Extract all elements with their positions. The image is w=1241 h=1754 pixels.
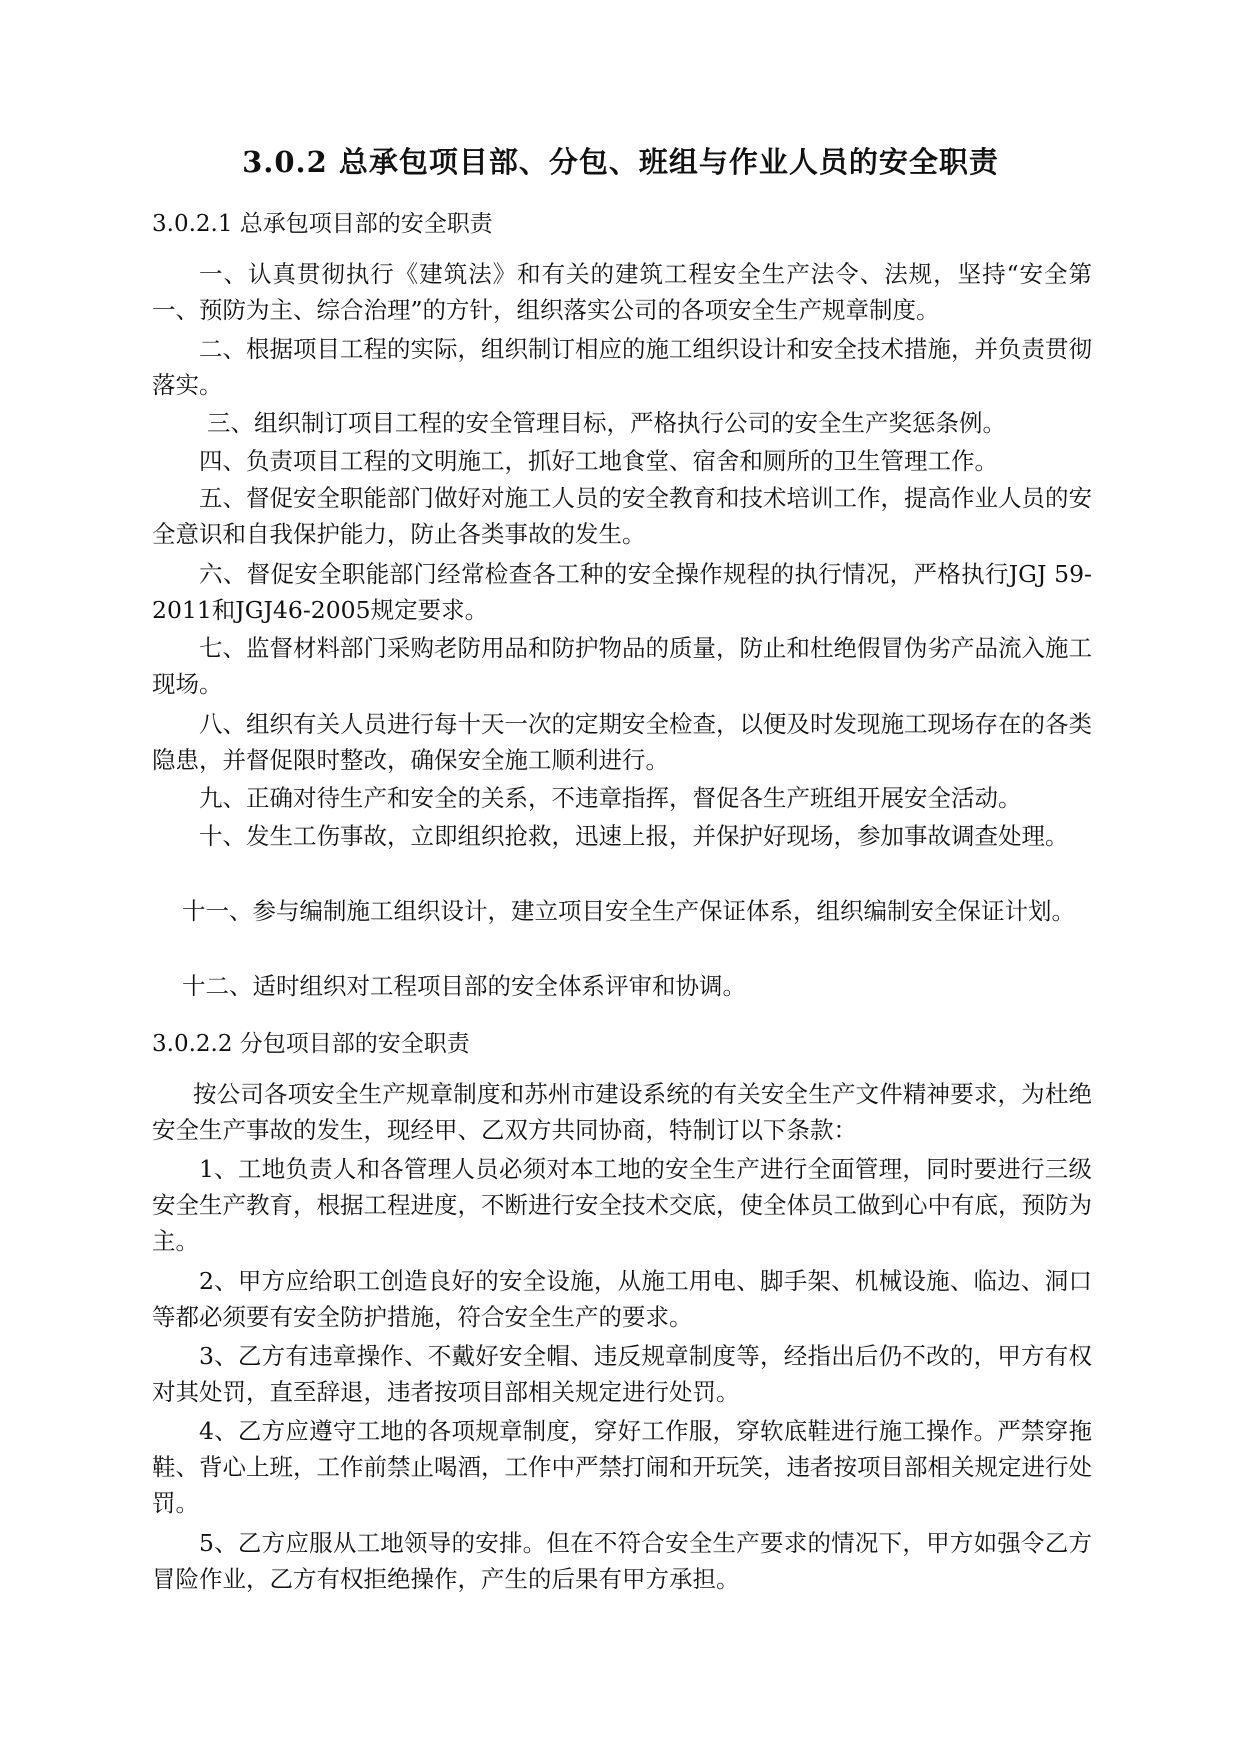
document-title: 3.0.2 总承包项目部、分包、班组与作业人员的安全职责	[242, 145, 999, 179]
paragraph-11: 十一、参与编制施工组织设计，建立项目安全生产保证体系，组织编制安全保证计划。	[182, 897, 1075, 925]
paragraph-16: 3、乙方有违章操作、不戴好安全帽、违反规章制度等，经指出后仍不改的，甲方有权对其处罚，直至辞退，违者按项目部相关规定进行处罚。	[152, 1342, 1092, 1406]
section-heading-3022: 3.0.2.2 分包项目部的安全职责	[152, 1031, 470, 1057]
paragraph-17: 4、乙方应遵守工地的各项规章制度，穿好工作服，穿软底鞋进行施工操作。严禁穿拖鞋、背心上班，工作前禁止喝酒，工作中严禁打闹和开玩笑，违者按项目部相关规定进行处罚。	[152, 1417, 1092, 1517]
paragraph-13: 按公司各项安全生产规章制度和苏州市建设系统的有关安全生产文件精神要求，为杜绝安全生产事故的发生，现经甲、乙双方共同协商，特制订以下条款：	[152, 1080, 1092, 1144]
paragraph-12: 十二、适时组织对工程项目部的安全体系评审和协调。	[182, 972, 746, 1000]
paragraph-2: 二、根据项目工程的实际，组织制订相应的施工组织设计和安全技术措施，并负责贯彻落实。	[152, 335, 1092, 399]
paragraph-10: 十、发生工伤事故，立即组织抢救，迅速上报，并保护好现场，参加事故调查处理。	[199, 822, 1069, 850]
paragraph-1: 一、认真贯彻执行《建筑法》和有关的建筑工程安全生产法令、法规，坚持“安全第一、预防为主、综合治理”的方针，组织落实公司的各项安全生产规章制度。	[152, 260, 1092, 324]
paragraph-15: 2、甲方应给职工创造良好的安全设施，从施工用电、脚手架、机械设施、临边、洞口等都必须要有安全防护措施，符合安全生产的要求。	[152, 1267, 1092, 1331]
paragraph-9: 九、正确对待生产和安全的关系，不违章指挥，督促各生产班组开展安全活动。	[199, 784, 1022, 812]
paragraph-14: 1、工地负责人和各管理人员必须对本工地的安全生产进行全面管理，同时要进行三级安全生产教育，根据工程进度，不断进行安全技术交底，使全体员工做到心中有底，预防为主。	[152, 1155, 1092, 1255]
paragraph-6: 六、督促安全职能部门经常检查各工种的安全操作规程的执行情况，严格执行JGJ 59-2011和JGJ46-2005规定要求。	[152, 560, 1092, 624]
section-heading-3021: 3.0.2.1 总承包项目部的安全职责	[152, 211, 493, 237]
paragraph-8: 八、组织有关人员进行每十天一次的定期安全检查，以便及时发现施工现场存在的各类隐患，并督促限时整改，确保安全施工顺利进行。	[152, 710, 1092, 774]
paragraph-5: 五、督促安全职能部门做好对施工人员的安全教育和技术培训工作，提高作业人员的安全意识和自我保护能力，防止各类事故的发生。	[152, 484, 1092, 548]
paragraph-4: 四、负责项目工程的文明施工，抓好工地食堂、宿舍和厕所的卫生管理工作。	[199, 447, 998, 475]
paragraph-3: 三、组织制订项目工程的安全管理目标，严格执行公司的安全生产奖惩条例。	[207, 409, 1006, 437]
paragraph-7: 七、监督材料部门采购老防用品和防护物品的质量，防止和杜绝假冒伪劣产品流入施工现场。	[152, 634, 1092, 698]
paragraph-18: 5、乙方应服从工地领导的安排。但在不符合安全生产要求的情况下，甲方如强令乙方冒险作业，乙方有权拒绝操作，产生的后果有甲方承担。	[152, 1529, 1092, 1593]
